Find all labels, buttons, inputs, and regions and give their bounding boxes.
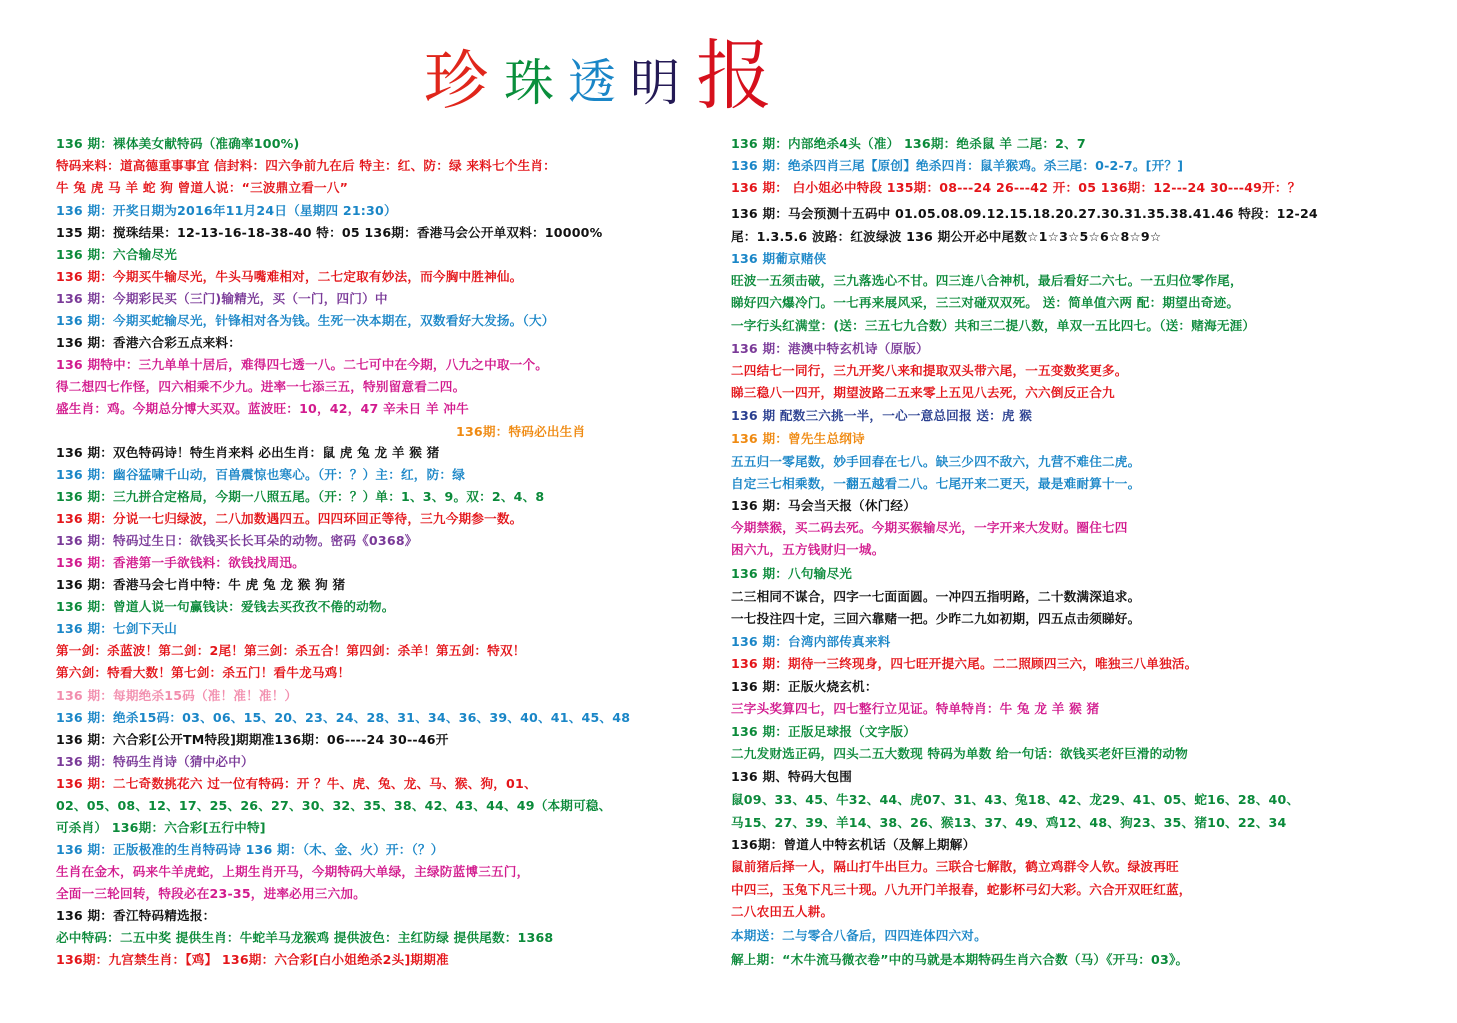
right-text-line: 旺波一五须击破，三九落选心不甘。四三连八合神机，最后看好二六七。一五归位零作尾， bbox=[731, 273, 1243, 288]
right-text-line: 三字头奖算四七，四七整行立见证。特单特肖：牛 兔 龙 羊 猴 猪 bbox=[731, 701, 1100, 716]
left-text-line: 136 期：二七奇数挑花六 过一位有特码：开 ？牛、虎、兔、龙、马、猴、狗，01、 bbox=[56, 776, 537, 791]
right-text-line: 136 期：正版足球报（文字版） bbox=[731, 724, 916, 739]
right-text-line: 中四三，玉兔下凡三十现。八九开门羊报春，蛇影杯弓幻大彩。六合开双旺红蓝， bbox=[731, 882, 1192, 897]
left-text-line: 136 期：每期绝杀15码（准！准！准！） bbox=[56, 688, 298, 703]
right-text-line: 136 期：台湾内部传真来料 bbox=[731, 634, 891, 649]
title-char-5: 报 bbox=[696, 31, 773, 120]
title-char-3: 透 bbox=[568, 54, 617, 110]
right-text-line: 二三相同不谋合，四字一七面面圆。一冲四五指明路，二十数满深追求。 bbox=[731, 589, 1141, 604]
left-text-line: 得二想四七作怪，四六相乘不少九。进率一七添三五，特别留意看二四。 bbox=[56, 379, 466, 394]
left-text-line: 136 期：绝杀15码：03、06、15、20、23、24、28、31、34、36、39、40、41、45、48 bbox=[56, 710, 631, 725]
left-text-line: 135 期：搅珠结果：12-13-16-18-38-40 特：05 136期：香港马会公开单双料：10000% bbox=[56, 225, 603, 240]
right-text-line: 解上期：“木牛流马微衣卷”中的马就是本期特码生肖六合数（马）《开马：03》。 bbox=[731, 952, 1189, 967]
left-text-line: 136 期：香江特码精选报： bbox=[56, 908, 216, 923]
left-text-line: 特码来料：道高德重事事宜 信封料：四六争前九在后 特主：红、防：绿 来料七个生肖： bbox=[56, 158, 556, 173]
right-text-line: 136 期： 白小姐必中特段 135期：08---24 26---42 开：05 136期：12---24 30---49开：？ bbox=[731, 180, 1301, 195]
left-text-line: 136 期：香港马会七肖中特：牛 虎 兔 龙 猴 狗 猪 bbox=[56, 577, 346, 592]
left-text-line: 全面一三轮回转，特段必在23-35，进率必用三六加。 bbox=[56, 886, 366, 901]
right-text-line: 睇好四六爆冷门。一七再来展风采，三三对碰双双死。 送：简单值六两 配：期望出奇迹。 bbox=[731, 295, 1240, 310]
left-text-line: 牛 兔 虎 马 羊 蛇 狗 曾道人说：“三波鼎立看一八” bbox=[56, 180, 349, 195]
left-text-line: 136 期：今期彩民买（三门)输精光，买（一门，四门）中 bbox=[56, 291, 388, 306]
right-text-line: 今期禁猴，买二码去死。今期买猴输尽光，一字开来大发财。圈住七四 bbox=[731, 520, 1128, 535]
right-text-line: 136 期：内部绝杀4头（准） 136期：绝杀鼠 羊 二尾：2、7 bbox=[731, 136, 1086, 151]
right-text-line: 136 期：八句输尽光 bbox=[731, 566, 853, 581]
left-text-line: 136 期：分说一七归绿波，二八加数遇四五。四四环回正等待，三九今期参一数。 bbox=[56, 511, 523, 526]
right-text-line: 困六九，五方钱财归一城。 bbox=[731, 542, 885, 557]
right-text-line: 136 期：期待一三终现身，四七旺开提六尾。二二照顾四三六，唯独三八单独活。 bbox=[731, 656, 1198, 671]
right-text-line: 睇三稳八一四开，期望波路二五来零上五见八去死，六六倒反正合九 bbox=[731, 385, 1115, 400]
right-text-line: 136 期：正版火烧玄机： bbox=[731, 679, 878, 694]
right-text-line: 136 期：马会预测十五码中 01.05.08.09.12.15.18.20.27.30.31.35.38.41.46 特段：12-24 bbox=[731, 206, 1318, 221]
right-text-line: 136 期、特码大包围 bbox=[731, 769, 853, 784]
left-text-line: 可杀肖） 136期：六合彩[五行中特] bbox=[56, 820, 266, 835]
left-text-line: 第六剑：特看大数！第七剑：杀五门！看牛龙马鸡！ bbox=[56, 665, 351, 680]
right-text-line: 二九发财选正码，四头二五大数现 特码为单数 给一句话：欲钱买老奸巨滑的动物 bbox=[731, 746, 1188, 761]
right-text-line: 鼠前猪后择一人，隔山打牛出巨力。三联合七解散，鹤立鸡群令人钦。绿波再旺 bbox=[731, 859, 1179, 874]
right-text-line: 二四结七一同行，三九开奖八来和提取双头带六尾，一五变数奖更多。 bbox=[731, 363, 1128, 378]
left-text-line: 136 期：今期买牛输尽光，牛头马嘴难相对，二七定取有妙法，而今胸中胜神仙。 bbox=[56, 269, 523, 284]
right-text-line: 136 期 配数三六挑一半，一心一意总回报 送：虎 猴 bbox=[731, 408, 1033, 423]
right-text-line: 五五归一零尾数，妙手回春在七八。缺三少四不敌六，九营不难住二虎。 bbox=[731, 454, 1141, 469]
right-text-line: 尾：1.3.5.6 波路：红波绿波 136 期公开必中尾数☆1☆3☆5☆6☆8☆9☆ bbox=[731, 229, 1162, 244]
left-text-line: 136 期：正版极准的生肖特码诗 136 期：（木、金、火）开：（？） bbox=[56, 842, 444, 857]
right-text-line: 136期：曾道人中特玄机话（及解上期解） bbox=[731, 837, 976, 852]
left-text-line: 02、05、08、12、17、25、26、27、30、32、35、38、42、43、44、49（本期可稳、 bbox=[56, 798, 612, 813]
left-text-line: 136 期：裸体美女献特码（准确率100%) bbox=[56, 136, 300, 151]
right-text-line: 136 期：马会当天报（休门经） bbox=[731, 498, 916, 513]
title-char-2: 珠 bbox=[504, 54, 554, 112]
left-text-line: 136 期：六合彩[公开TM特段]期期准136期：06----24 30--46开 bbox=[56, 732, 449, 747]
left-text-line: 136 期特中：三九单单十居后，难得四七透一八。二七可中在今期，八九之中取一个。 bbox=[56, 357, 549, 372]
right-text-line: 本期送：二与零合八备后，四四连体四六对。 bbox=[731, 928, 987, 943]
right-text-line: 二八农田五人耕。 bbox=[731, 904, 834, 919]
left-text-line: 第一剑：杀蓝波！第二剑：2尾！第三剑：杀五合！第四剑：杀羊！第五剑：特双！ bbox=[56, 643, 526, 658]
title-char-4: 明 bbox=[630, 54, 681, 112]
right-text-line: 136 期：绝杀四肖三尾【原创】绝杀四肖：鼠羊猴鸡。杀三尾：0-2-7。[开？] bbox=[731, 158, 1184, 173]
left-text-line: 136 期：幽谷猛啸千山动，百兽震惊也寒心。（开：？）主：红，防：绿 bbox=[56, 467, 465, 482]
right-text-line: 鼠09、33、45、牛32、44、虎07、31、43、兔18、42、龙29、41、05、蛇16、28、40、 bbox=[731, 792, 1300, 807]
right-text-line: 一字行头红满堂：(送：三五七九合数）共和三二提八数，单双一五比四七。（送：赌海无涯） bbox=[731, 318, 1256, 333]
left-text-line: 136 期：香港第一手欲钱料：欲钱找周迅。 bbox=[56, 555, 305, 570]
left-text-line: 136 期：七剑下天山 bbox=[56, 621, 178, 636]
left-text-line: 生肖在金木，码来牛羊虎蛇，上期生肖开马，今期特码大单绿，主绿防蓝博三五门， bbox=[56, 864, 530, 879]
right-text-line: 136 期：港澳中特玄机诗（原版） bbox=[731, 341, 929, 356]
left-text-line: 必中特码：二五中奖 提供生肖：牛蛇羊马龙猴鸡 提供波色：主红防绿 提供尾数：1368 bbox=[56, 930, 554, 945]
page-title bbox=[424, 31, 773, 120]
left-text-line: 136 期：特码过生日：欲钱买长长耳朵的动物。密码《0368》 bbox=[56, 533, 418, 548]
left-text-line: 136 期：六合输尽光 bbox=[56, 247, 178, 262]
right-text-line: 一七投注四十定，三回六靠赌一把。少昨二九如初期，四五点击须睇好。 bbox=[731, 611, 1141, 626]
right-text-line: 马15、27、39、羊14、38、26、猴13、37、49、鸡12、48、狗23、35、猪10、22、34 bbox=[731, 815, 1287, 830]
left-text-line: 136 期：曾道人说一句赢钱诀：爱钱去买孜孜不倦的动物。 bbox=[56, 599, 395, 614]
left-text-line: 136 期：双色特码诗！特生肖来料 必出生肖：鼠 虎 兔 龙 羊 猴 猪 bbox=[56, 445, 440, 460]
left-text-line: 136 期：三九拼合定格局，今期一八照五尾。（开：？）单：1、3、9。双：2、4、8 bbox=[56, 489, 545, 504]
right-text-line: 136 期葡京赌侠 bbox=[731, 251, 827, 266]
left-text-line: 136期：特码必出生肖 bbox=[456, 424, 586, 439]
left-text-line: 136 期：香港六合彩五点来料： bbox=[56, 335, 241, 350]
title-char-1: 珍 bbox=[424, 45, 488, 119]
left-text-line: 136 期：开奖日期为2016年11月24日（星期四 21:30） bbox=[56, 203, 397, 218]
left-text-line: 136 期：特码生肖诗（猜中必中） bbox=[56, 754, 254, 769]
right-text-line: 136 期：曾先生总纲诗 bbox=[731, 431, 865, 446]
left-text-line: 盛生肖：鸡。今期总分博大买双。蓝波旺：10，42，47 辛未日 羊 冲牛 bbox=[56, 401, 469, 416]
left-text-line: 136 期：今期买蛇输尽光，针锋相对各为钱。生死一决本期在，双数看好大发扬。（大） bbox=[56, 313, 555, 328]
left-text-line: 136期：九宫禁生肖：【鸡】 136期：六合彩[白小姐绝杀2头]期期准 bbox=[56, 952, 449, 967]
right-text-line: 自定三七相乘数，一翻五越看二八。七尾开来二更天，最是难耐算十一。 bbox=[731, 476, 1141, 491]
